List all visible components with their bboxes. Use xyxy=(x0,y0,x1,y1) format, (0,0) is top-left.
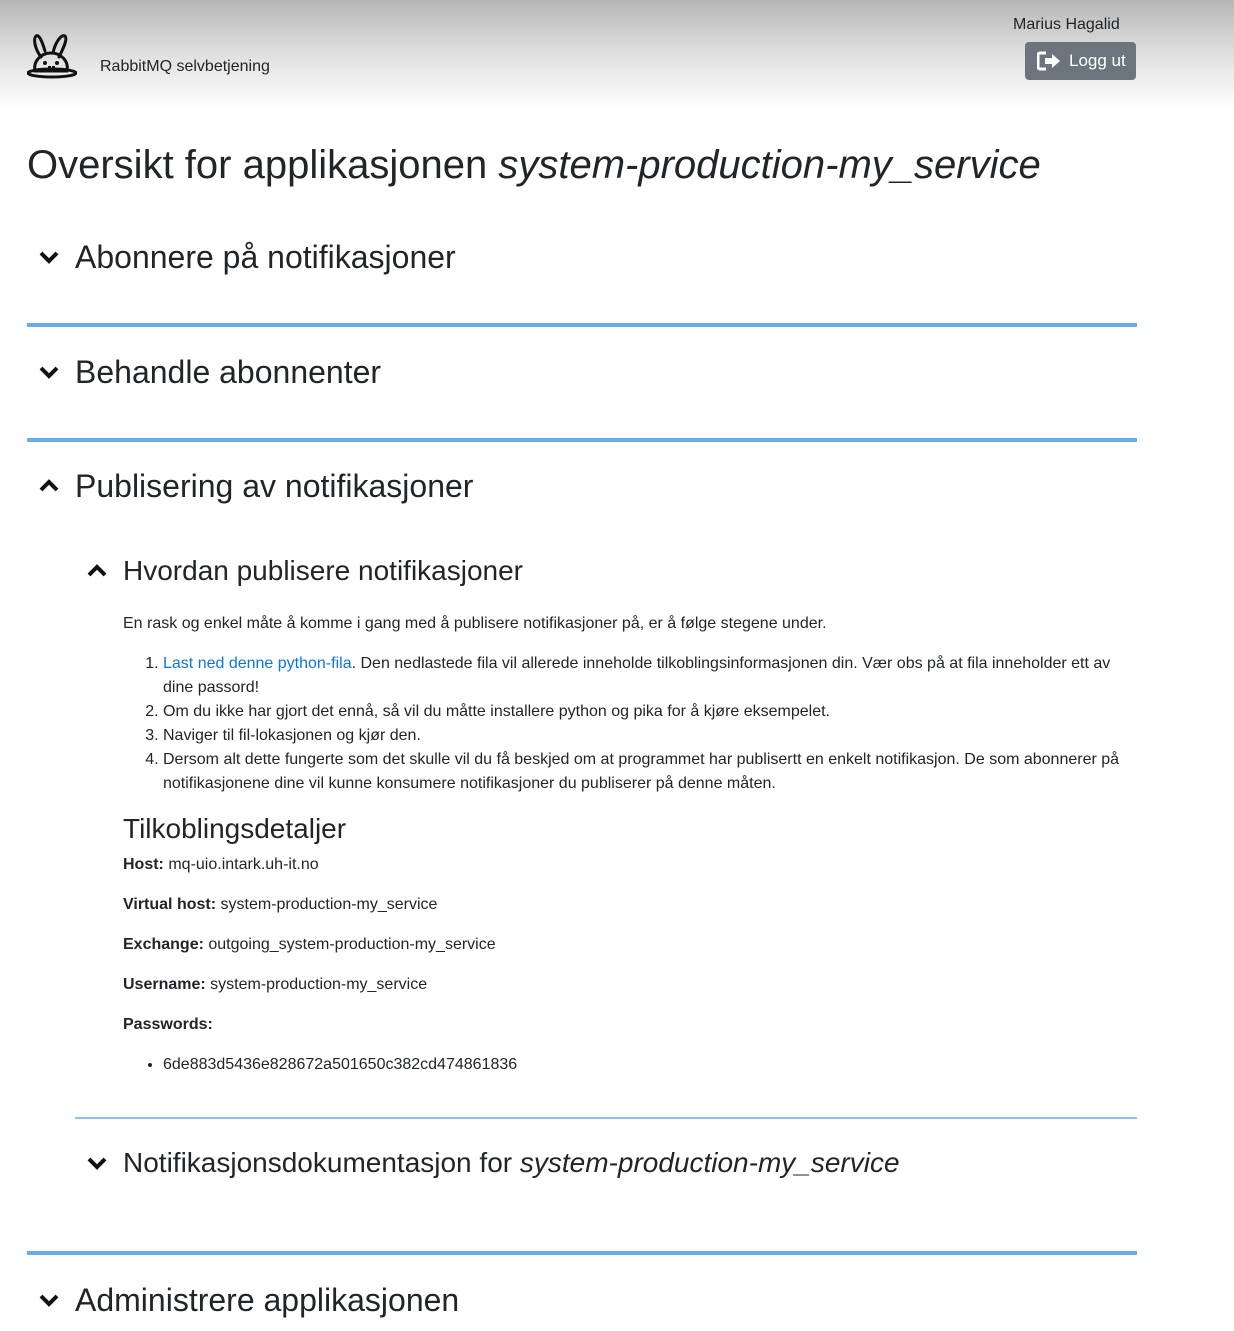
chevron-down-icon xyxy=(38,1289,60,1311)
host-row xyxy=(123,853,319,877)
download-python-file-link[interactable]: Last ned denne python-fila xyxy=(163,655,352,672)
section-publishing-toggle[interactable] xyxy=(38,467,473,505)
list-item: 2. Om du ikke har gjort det ennå, så vil du måtte installere python og pika for å kjøre eksempelet. xyxy=(163,700,1123,724)
password-list xyxy=(123,1053,517,1077)
divider xyxy=(27,323,1137,327)
divider xyxy=(27,1251,1137,1255)
list-item: 3. Naviger til fil-lokasjonen og kjør den. xyxy=(163,724,1123,748)
section-subscribe-label: Abonnere på notifikasjoner xyxy=(75,239,456,275)
password-item: • 6de883d5436e828672a501650c382cd474861836 xyxy=(163,1053,517,1077)
howto-steps xyxy=(123,652,1123,796)
vhost-row xyxy=(123,893,437,917)
docs-label xyxy=(123,1146,900,1180)
passwords-row xyxy=(123,1013,213,1037)
section-subscribers-toggle[interactable] xyxy=(38,353,381,391)
user-name: Marius Hagalid xyxy=(1013,16,1120,33)
page-title-prefix: Oversikt for applikasjonen xyxy=(27,143,499,187)
exchange-value: outgoing_system-production-my_service xyxy=(208,936,496,953)
docs-label-app: system-production-my_service xyxy=(519,1147,900,1178)
section-subscribe-toggle[interactable] xyxy=(38,238,456,276)
divider xyxy=(75,1117,1137,1119)
chevron-down-icon xyxy=(38,361,60,383)
page-title xyxy=(27,141,1041,189)
docs-toggle[interactable] xyxy=(86,1146,900,1180)
chevron-down-icon xyxy=(38,246,60,268)
section-administer-label: Administrere applikasjonen xyxy=(75,1282,460,1318)
howto-toggle[interactable] xyxy=(86,554,523,588)
exchange-label: Exchange: xyxy=(123,936,204,953)
app-name: RabbitMQ selvbetjening xyxy=(100,58,270,75)
username-label: Username: xyxy=(123,976,206,993)
vhost-value: system-production-my_service xyxy=(220,896,438,913)
sign-out-icon xyxy=(1037,51,1061,71)
host-label: Host: xyxy=(123,856,164,873)
host-value: mq-uio.intark.uh-it.no xyxy=(168,856,319,873)
logout-button[interactable] xyxy=(1025,42,1136,80)
chevron-up-icon xyxy=(86,560,108,582)
username-row xyxy=(123,973,427,997)
vhost-label: Virtual host: xyxy=(123,896,217,913)
top-header xyxy=(0,0,1234,108)
howto-intro: En rask og enkel måte å komme i gang med å publisere notifikasjoner på, er å følge stegene under. xyxy=(123,615,827,632)
connection-details-heading: Tilkoblingsdetaljer xyxy=(123,813,347,844)
exchange-row xyxy=(123,933,496,957)
step1-text: . Den nedlastede fila vil allerede inneholde tilkoblingsinformasjonen din. Vær obs på at fila inneholder ett av dine passord! xyxy=(163,655,1111,696)
howto-label: Hvordan publisere notifikasjoner xyxy=(123,555,523,586)
passwords-label: Passwords: xyxy=(123,1016,213,1033)
page-title-app: system-production-my_service xyxy=(498,143,1041,187)
list-item xyxy=(163,652,1123,700)
divider xyxy=(27,438,1137,442)
docs-label-prefix: Notifikasjonsdokumentasjon for xyxy=(123,1147,520,1178)
section-subscribers-label: Behandle abonnenter xyxy=(75,354,382,390)
username-value: system-production-my_service xyxy=(210,976,428,993)
rabbit-logo-icon[interactable] xyxy=(27,33,77,79)
section-administer-toggle[interactable] xyxy=(38,1281,459,1319)
logout-label: Logg ut xyxy=(1069,51,1126,70)
list-item: 4. Dersom alt dette fungerte som det skulle vil du få beskjed om at programmet har publisertt en enkelt notifikasjon. De som abonnerer på notifikasjonene dine vil kunne konsumere notifikasjoner du publiserer på denne måten. xyxy=(163,748,1123,796)
section-publishing-label: Publisering av notifikasjoner xyxy=(75,468,474,504)
chevron-up-icon xyxy=(38,475,60,497)
chevron-down-icon xyxy=(86,1152,108,1174)
